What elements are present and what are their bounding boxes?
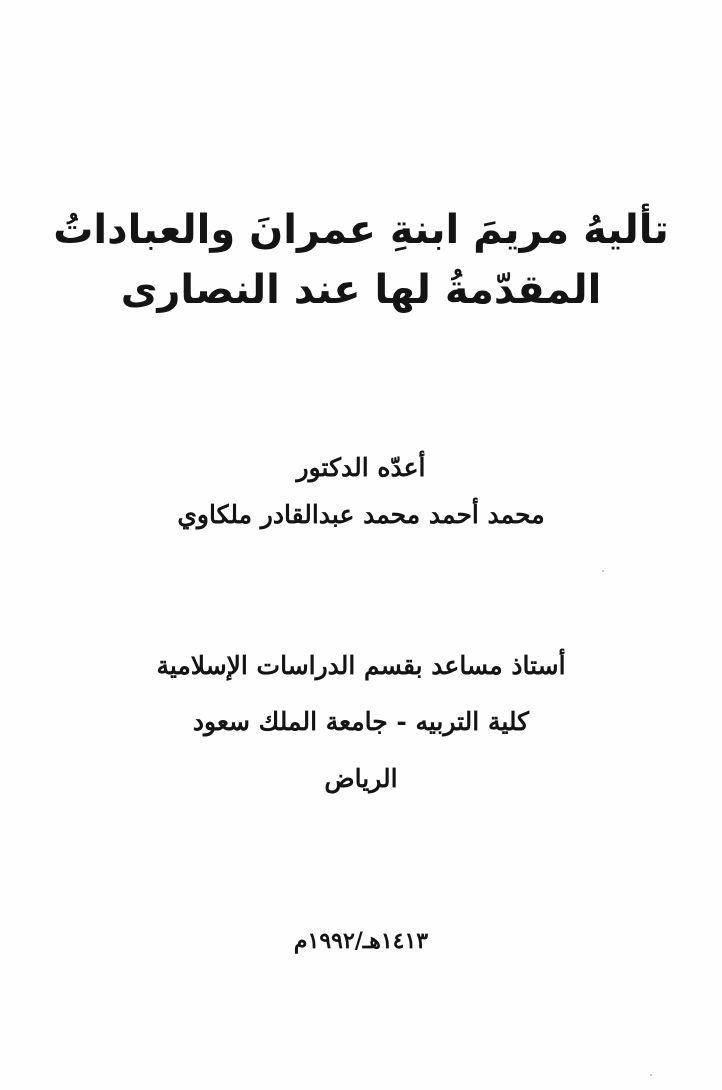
scan-speck [650,1074,652,1076]
author-position: أستاذ مساعد بقسم الدراسات الإسلامية [156,651,566,680]
title-line-2: المقدّمةُ لها عند النصارى [120,267,602,313]
city: الرياض [324,764,398,793]
publication-date: ١٤١٣هـ/١٩٩٢م [293,928,429,954]
college-university: كلية التربيه - جامعة الملك سعود [192,707,530,736]
scan-speck [602,570,604,572]
author-name: محمد أحمد محمد عبدالقادر ملكاوي [177,500,545,529]
title-line-1: تأليهُ مريمَ ابنةِ عمرانَ والعباداتُ [53,207,669,253]
prepared-by-label: أعدّه الدكتور [296,453,426,482]
